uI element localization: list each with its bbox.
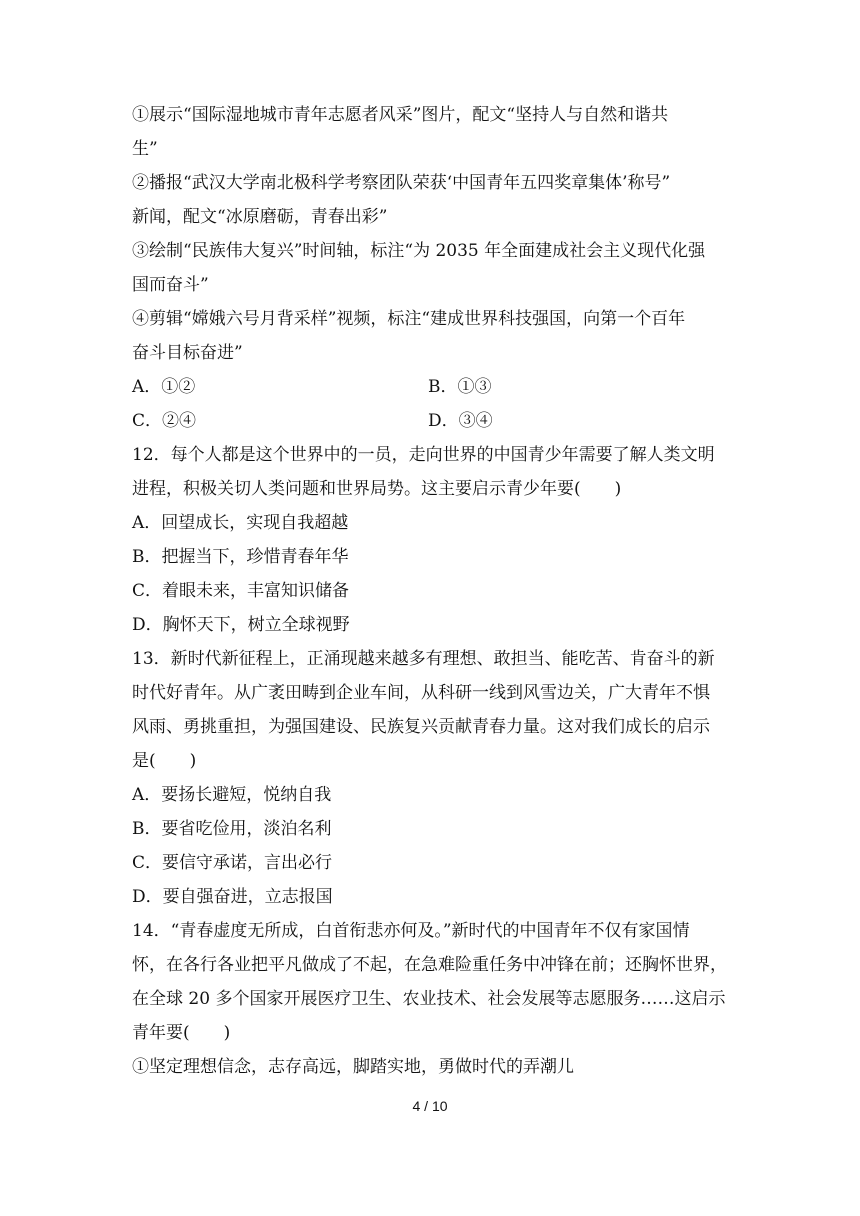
q11-item-4-line-1: ④剪辑“嫦娥六号月背采样”视频，标注“建成世界科技强国，向第一个百年 xyxy=(132,309,686,329)
q11-option-b: B．①③ xyxy=(428,377,492,397)
q14-item-1: ①坚定理想信念，志存高远，脚踏实地，勇做时代的弄潮儿 xyxy=(132,1057,574,1077)
q14-stem-line-2: 怀，在各行各业把平凡做成了不起，在急难险重任务中冲锋在前；还胸怀世界， xyxy=(132,955,727,975)
q13-option-d: D．要自强奋进，立志报国 xyxy=(132,887,333,907)
q11-item-2-line-2: 新闻，配文“冰原磨砺，青春出彩” xyxy=(132,207,388,227)
q13-option-c: C．要信守承诺，言出必行 xyxy=(132,853,333,873)
q14-stem-line-3: 在全球 20 多个国家开展医疗卫生、农业技术、社会发展等志愿服务……这启示 xyxy=(132,989,726,1009)
q12-stem-line-2: 进程，积极关切人类问题和世界局势。这主要启示青少年要( ) xyxy=(132,479,622,499)
q11-item-2-line-1: ②播报“武汉大学南北极科学考察团队荣获‘中国青年五四奖章集体’称号” xyxy=(132,173,671,193)
q14-stem-line-1: 14．“青春虚度无所成，白首衔悲亦何及。”新时代的中国青年不仅有家国情 xyxy=(132,921,690,941)
q11-item-4-line-2: 奋斗目标奋进” xyxy=(132,343,243,363)
q13-option-a: A．要扬长避短，悦纳自我 xyxy=(132,785,332,805)
q11-option-c: C．②④ xyxy=(132,411,197,431)
q12-option-a: A．回望成长，实现自我超越 xyxy=(132,513,349,533)
q11-option-d: D．③④ xyxy=(428,411,493,431)
q12-option-c: C．着眼未来，丰富知识储备 xyxy=(132,581,350,601)
q11-item-1-line-1: ①展示“国际湿地城市青年志愿者风采”图片，配文“坚持人与自然和谐共 xyxy=(132,105,669,125)
q11-option-a: A．①② xyxy=(132,377,196,397)
q12-option-d: D．胸怀天下，树立全球视野 xyxy=(132,615,350,635)
q11-item-1-line-2: 生” xyxy=(132,139,158,159)
q13-stem-line-3: 风雨、勇挑重担，为强国建设、民族复兴贡献青春力量。这对我们成长的启示 xyxy=(132,717,710,737)
q13-stem-line-1: 13．新时代新征程上，正涌现越来越多有理想、敢担当、能吃苦、肯奋斗的新 xyxy=(132,649,715,669)
q13-stem-line-4: 是( ) xyxy=(132,751,197,771)
q11-item-3-line-1: ③绘制“民族伟大复兴”时间轴，标注“为 2035 年全面建成社会主义现代化强 xyxy=(132,241,706,261)
q13-stem-line-2: 时代好青年。从广袤田畴到企业车间，从科研一线到风雪边关，广大青年不惧 xyxy=(132,683,710,703)
q14-stem-line-4: 青年要( ) xyxy=(132,1023,231,1043)
q12-option-b: B．把握当下，珍惜青春年华 xyxy=(132,547,349,567)
q12-stem-line-1: 12．每个人都是这个世界中的一员，走向世界的中国青少年需要了解人类文明 xyxy=(132,445,715,465)
page-number: 4 / 10 xyxy=(412,1098,448,1114)
q11-item-3-line-2: 国而奋斗” xyxy=(132,275,209,295)
q13-option-b: B．要省吃俭用，淡泊名利 xyxy=(132,819,332,839)
